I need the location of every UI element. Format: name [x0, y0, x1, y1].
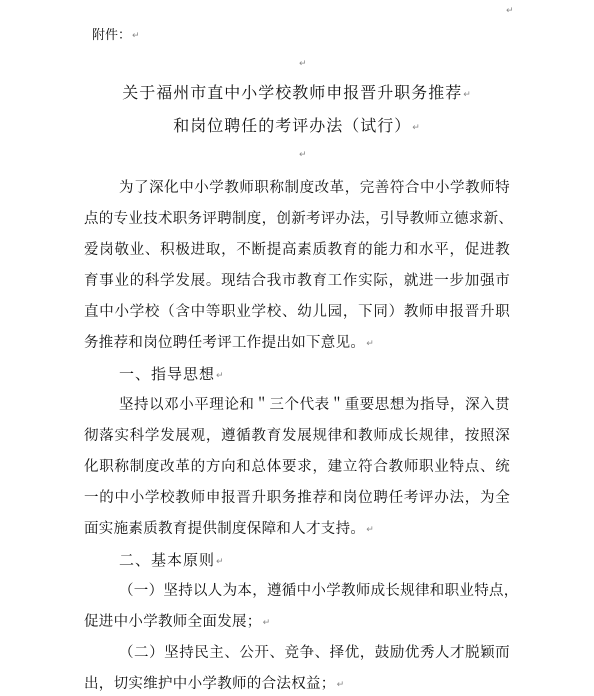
body-line: 直中小学校（含中等职业学校、幼儿园，下同）教师申报晋升职 [84, 304, 510, 320]
body-line: （二）坚持民主、公开、竞争、择优，鼓励优秀人才脱颖而 [119, 645, 510, 661]
paragraph-mark-icon: ↵ [299, 150, 307, 160]
body-line-text: 面实施素质教育提供制度保障和人才支持。 [84, 521, 366, 537]
paragraph-mark-icon: ↵ [463, 90, 472, 100]
paragraph-mark-icon: ↵ [216, 371, 225, 381]
body-line-text: 务推荐和岗位聘任考评工作提出如下意见。 [84, 335, 366, 351]
body-line-last [84, 674, 510, 695]
body-line: 化职称制度改革的方向和总体要求，建立符合教师职业特点、统 [84, 459, 510, 475]
body-line: （一）坚持以人为本，遵循中小学教师成长规律和职业特点， [119, 583, 519, 599]
section-heading-text: 二、基本原则 [119, 551, 216, 569]
paragraph-mark-icon: ↵ [412, 123, 421, 133]
section-heading-1 [119, 364, 225, 386]
document-title-line-2 [0, 116, 594, 138]
section-heading-2 [119, 550, 225, 572]
body-line: 育事业的科学发展。现结合我市教育工作实际，就进一步加强市 [84, 273, 510, 289]
body-line: 爱岗敬业、积极进取，不断提高素质教育的能力和水平，促进教 [84, 242, 510, 258]
paragraph-mark-icon: ↵ [366, 339, 375, 349]
body-line: 点的专业技术职务评聘制度，创新考评办法，引导教师立德求新、 [84, 211, 514, 227]
body-line: 为了深化中小学教师职称制度改革，完善符合中小学教师特 [119, 180, 510, 196]
paragraph-mark-icon: ↵ [506, 6, 514, 16]
document-title-text: 和岗位聘任的考评办法（试行） [173, 116, 412, 135]
paragraph-mark-icon: ↵ [262, 618, 271, 628]
body-line-text: 出，切实维护中小学教师的合法权益； [84, 676, 336, 692]
paragraph-mark-icon: ↵ [132, 31, 140, 41]
paragraph-mark-icon: ↵ [336, 680, 345, 690]
body-line-last [84, 333, 510, 354]
document-title-text: 关于福州市直中小学校教师申报晋升职务推荐 [122, 83, 463, 102]
body-line-last [84, 519, 510, 540]
body-line: 一的中小学校教师申报晋升职务推荐和岗位聘任考评办法，为全 [84, 490, 510, 506]
body-line: 坚持以邓小平理论和＂三个代表＂重要思想为指导，深入贯 [119, 397, 510, 413]
paragraph-mark-icon: ↵ [299, 59, 307, 69]
body-line-text: 促进中小学教师全面发展； [84, 614, 262, 630]
document-title-line-1 [0, 83, 594, 105]
attachment-label-text: 附件： [92, 28, 132, 43]
body-line-last [84, 612, 510, 633]
attachment-label [92, 26, 140, 46]
paragraph-mark-icon: ↵ [216, 557, 225, 567]
body-line: 彻落实科学发展观，遵循教育发展规律和教师成长规律，按照深 [84, 428, 510, 444]
section-heading-text: 一、指导思想 [119, 365, 216, 383]
paragraph-mark-icon: ↵ [366, 525, 375, 535]
